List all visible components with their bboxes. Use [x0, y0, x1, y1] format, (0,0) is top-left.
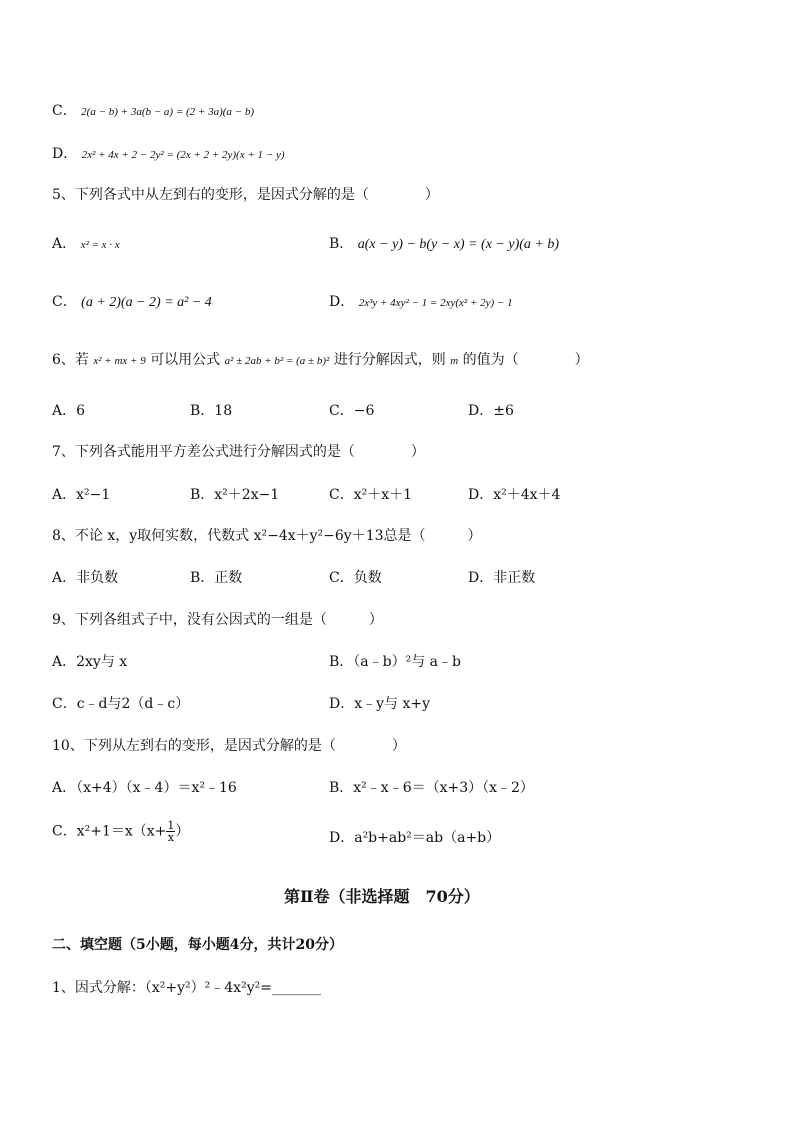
- q4-option-c: [52, 100, 254, 120]
- option-label: C．: [52, 294, 77, 310]
- q7-option-c: C．x²＋x＋1: [329, 487, 413, 503]
- stem-text: 的值为（ ）: [462, 352, 589, 368]
- q5-option-c: [52, 291, 212, 311]
- option-expression: 2x³y + 4xy² − 1 = 2xy(x² + 2y) − 1: [358, 297, 513, 309]
- option-expression: 2(a − b) + 3a(b − a) = (2 + 3a)(a − b): [81, 106, 255, 118]
- option-expression: x² = x · x: [80, 239, 120, 251]
- q8-option-a: A．非负数: [52, 570, 119, 586]
- q8-option-c: C．负数: [329, 570, 382, 586]
- q6-option-c: C．−6: [329, 403, 375, 419]
- q8-stem: 8、不论 x，y取何实数，代数式 x²−4x＋y²−6y＋13总是（ ）: [52, 528, 482, 544]
- q5-option-a: [52, 233, 120, 253]
- q10-option-a: A．（x+4）（x﹣4）＝x²﹣16: [52, 780, 237, 796]
- q7-option-d: D．x²＋4x＋4: [468, 487, 561, 503]
- option-expression: a(x − y) − b(y − x) = (x − y)(a + b): [357, 237, 560, 252]
- q7-stem: 7、下列各式能用平方差公式进行分解因式的是（ ）: [52, 444, 425, 460]
- q7-option-a: A．x²−1: [52, 487, 111, 503]
- q8-option-d: D．非正数: [468, 570, 536, 586]
- stem-expression: x² + mx + 9: [93, 355, 146, 367]
- option-label: A．: [52, 236, 77, 252]
- stem-text: 进行分解因式，则: [333, 352, 446, 368]
- q9-option-d: D．x﹣y与 x+y: [329, 696, 431, 712]
- option-label: D．: [52, 146, 78, 162]
- fill-in-section-heading: 二、填空题（5小题，每小题4分，共计20分）: [52, 937, 343, 953]
- fraction-numerator: 1: [167, 819, 175, 832]
- q5-option-d: [329, 291, 513, 311]
- option-expression: (a + 2)(a − 2) = a² − 4: [81, 295, 212, 310]
- q5-stem: 5、下列各式中从左到右的变形，是因式分解的是（ ）: [52, 187, 439, 203]
- option-expression: 2x² + 4x + 2 − 2y² = (2x + 2 + 2y)(x + 1 − y): [81, 149, 285, 161]
- q8-option-b: B．正数: [190, 570, 243, 586]
- q6-stem: [52, 349, 589, 369]
- part-two-title: 第Ⅱ卷（非选择题 70分）: [284, 887, 480, 906]
- q9-stem: 9、下列各组式子中，没有公因式的一组是（ ）: [52, 612, 383, 628]
- q4-option-d: [52, 143, 285, 163]
- q10-option-c: [52, 820, 189, 843]
- q9-option-c: C．c﹣d与2（d﹣c）: [52, 696, 190, 712]
- stem-variable: m: [450, 355, 459, 367]
- q7-option-b: B．x²＋2x−1: [190, 487, 280, 503]
- option-text: C．x²+1＝x（x+: [52, 823, 167, 840]
- option-text: ）: [175, 823, 190, 840]
- q10-option-d: D．a²b+ab²＝ab（a+b）: [329, 830, 501, 846]
- fill-in-question-1: 1、因式分解：（x²+y²）²﹣4x²y²=_______: [52, 980, 321, 996]
- q6-option-a: A．6: [52, 403, 86, 419]
- q9-option-b: B．（a﹣b）²与 a﹣b: [329, 654, 461, 670]
- q6-option-b: B．18: [190, 403, 233, 419]
- option-label: B．: [329, 236, 354, 252]
- q5-option-b: [329, 233, 559, 253]
- q9-option-a: A．2xy与 x: [52, 654, 128, 670]
- stem-formula: a² ± 2ab + b² = (a ± b)²: [224, 355, 330, 367]
- stem-text: 6、若: [52, 352, 89, 368]
- q10-stem: 10、下列从左到右的变形，是因式分解的是（ ）: [52, 738, 406, 754]
- stem-text: 可以用公式: [150, 352, 221, 368]
- fraction-denominator: x: [167, 831, 174, 844]
- option-label: C．: [52, 103, 77, 119]
- q10-option-b: B．x²﹣x﹣6＝（x+3）（x﹣2）: [329, 780, 534, 796]
- q6-option-d: D．±6: [468, 403, 514, 419]
- option-label: D．: [329, 294, 355, 310]
